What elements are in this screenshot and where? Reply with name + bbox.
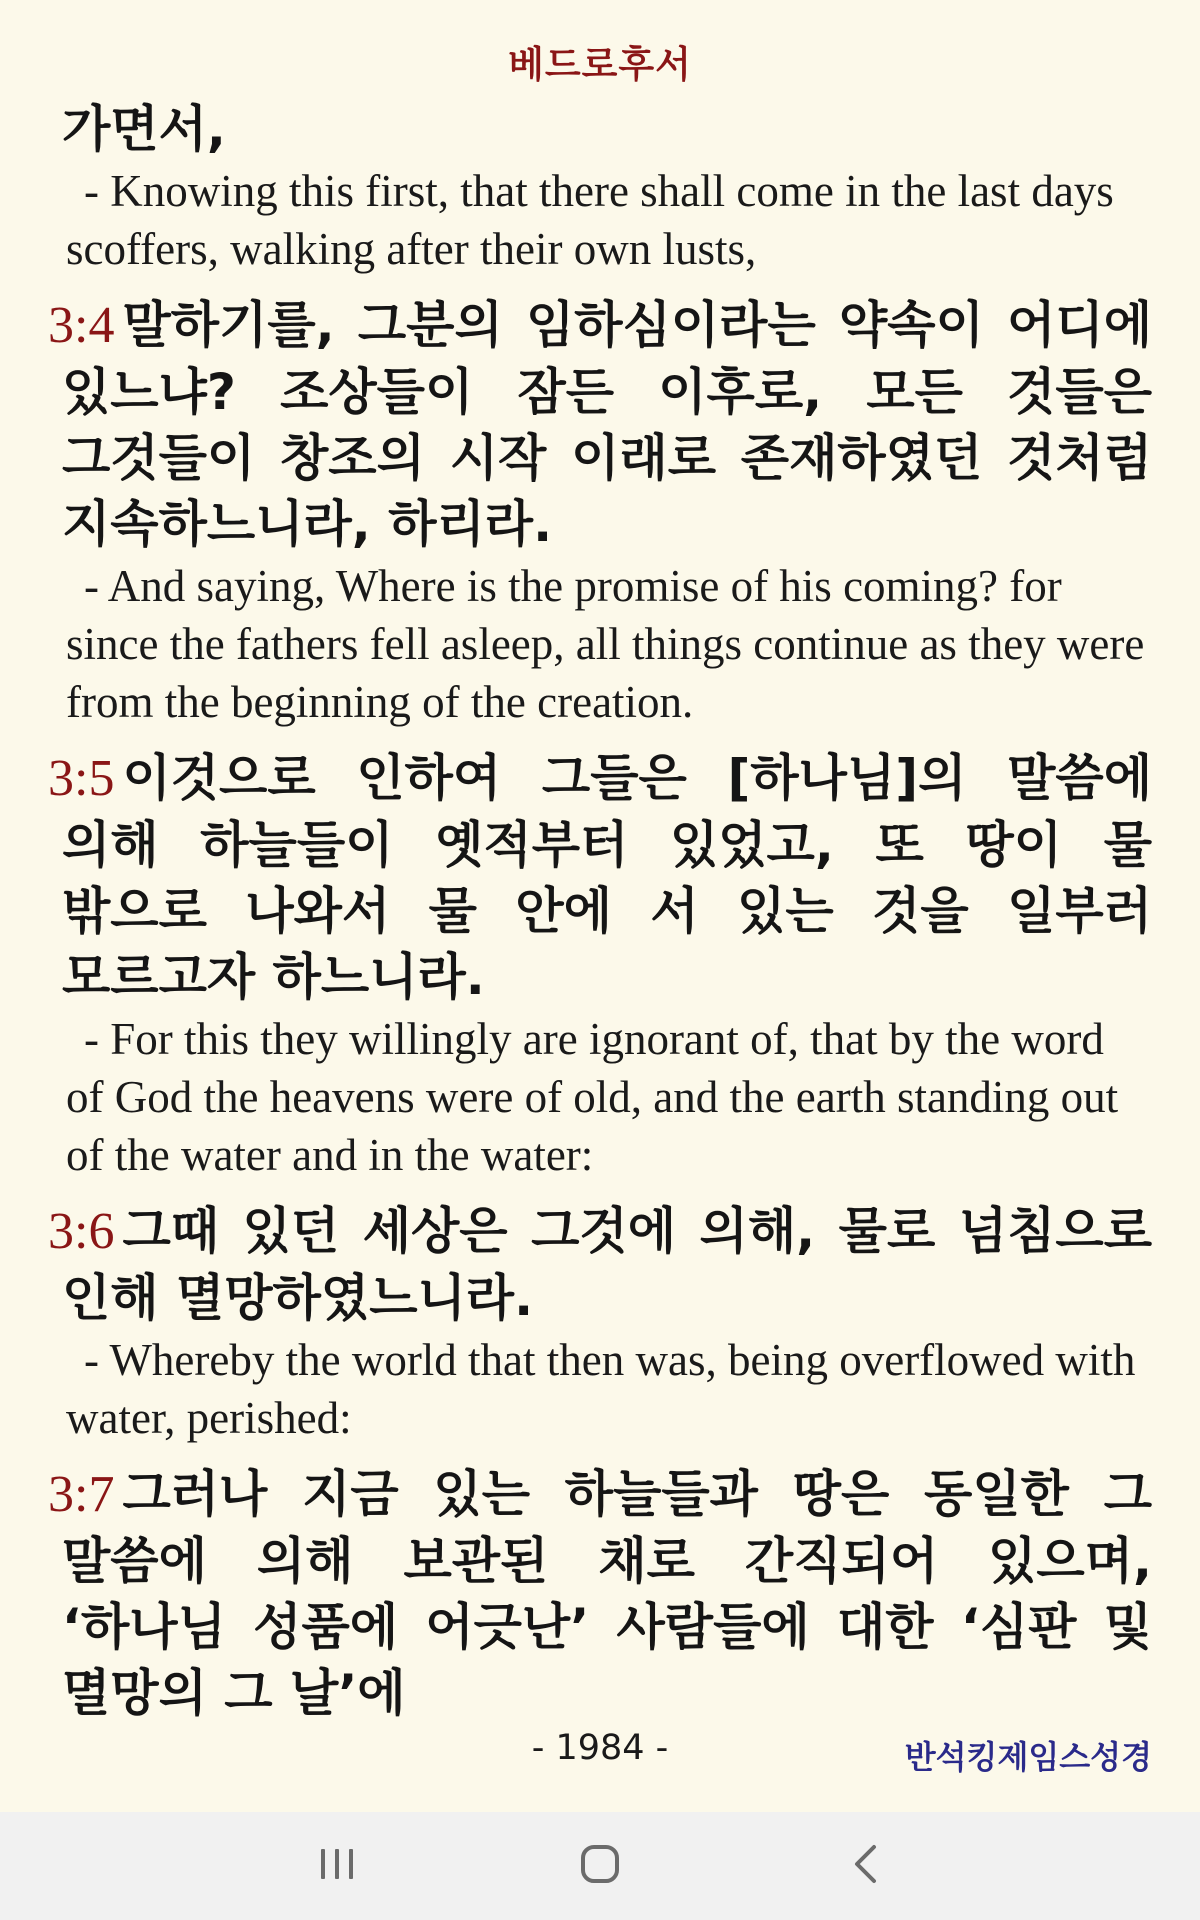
korean-verse-text <box>46 1461 1152 1726</box>
korean-text: 그때 있던 세상은 그것에 의해, 물로 넘침으로 인해 멸망하였느니라. <box>62 1202 1152 1327</box>
english-text: And saying, Where is the promise of his coming? for since the fathers fell asleep, all things continue as they were from the beginning of the creation. <box>66 561 1145 727</box>
korean-text: 이것으로 인하여 그들은 [하나님]의 말씀에 의해 하늘들이 옛적부터 있었고, 또 땅이 물 밖으로 나와서 물 안에 서 있는 것을 일부러 모르고자 하느니라. <box>62 749 1152 1006</box>
english-text: Whereby the world that then was, being overflowed with water, perished: <box>66 1335 1136 1443</box>
korean-verse-text <box>46 292 1152 557</box>
english-verse-text <box>46 557 1152 731</box>
korean-text: 말하기를, 그분의 임하심이라는 약속이 어디에 있느냐? 조상들이 잠든 이후로, 모든 것들은 그것들이 창조의 시작 이래로 존재하였던 것처럼 지속하느니라, 하리라. <box>62 296 1152 553</box>
verse-number: 3:6 <box>48 1203 115 1260</box>
system-navigation-bar <box>0 1812 1200 1920</box>
verse-block <box>46 96 1152 278</box>
verse-block <box>46 1198 1152 1447</box>
dash: - <box>84 561 99 611</box>
back-icon <box>846 1842 886 1890</box>
korean-verse-text <box>46 1198 1152 1331</box>
korean-verse-text <box>46 745 1152 1010</box>
verse-number: 3:7 <box>48 1466 115 1523</box>
recent-apps-icon <box>315 1844 359 1888</box>
korean-text: 그러나 지금 있는 하늘들과 땅은 동일한 그 말씀에 의해 보관된 채로 간직되어 있으며, ‘하나님 성품에 어긋난’ 사람들에 대한 ‘심판 및 멸망의 그 날’에 <box>62 1465 1152 1722</box>
english-verse-text <box>46 1010 1152 1184</box>
dash: - <box>84 166 99 216</box>
verse-number: 3:5 <box>48 750 115 807</box>
back-button[interactable] <box>826 1834 906 1898</box>
english-text: Knowing this first, that there shall come in the last days scoffers, walking after their own lusts, <box>66 166 1114 274</box>
verse-block <box>46 1461 1152 1726</box>
english-text: For this they willingly are ignorant of, that by the word of God the heavens were of old, and the earth standing out of the water and in the water: <box>66 1014 1119 1180</box>
bible-brand-label: 반석킹제임스성경 <box>904 1738 1152 1776</box>
verse-block <box>46 292 1152 731</box>
dash: - <box>84 1335 99 1385</box>
korean-text: 가면서, <box>62 100 226 158</box>
english-verse-text <box>46 1331 1152 1447</box>
recent-apps-button[interactable] <box>297 1834 377 1898</box>
home-button[interactable] <box>560 1834 640 1898</box>
passage-content <box>46 96 1152 1726</box>
verse-block <box>46 745 1152 1184</box>
book-title: 베드로후서 <box>508 43 692 86</box>
english-verse-text <box>46 162 1152 278</box>
verse-number: 3:4 <box>48 297 115 354</box>
page-number: - 1984 - <box>531 1728 669 1768</box>
korean-verse-text <box>46 96 1152 162</box>
home-icon <box>578 1842 622 1890</box>
dash: - <box>84 1014 99 1064</box>
